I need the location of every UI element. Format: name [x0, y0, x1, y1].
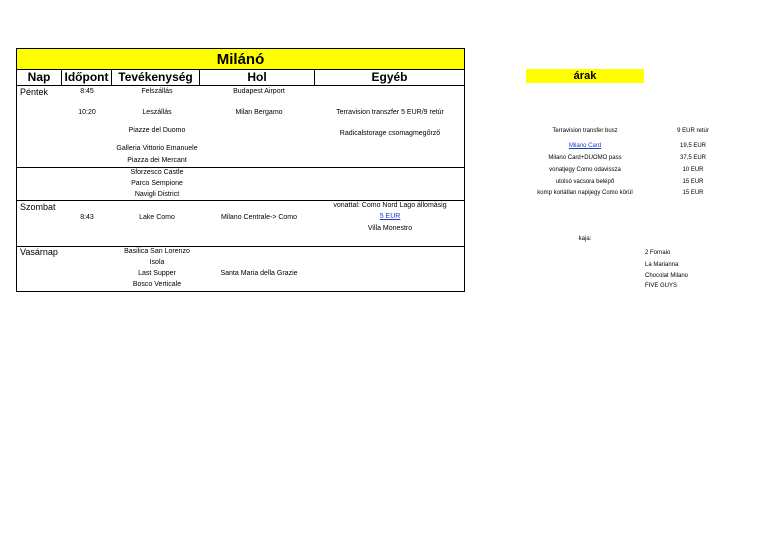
day-friday: Péntek [20, 87, 49, 97]
saturday-block [17, 201, 464, 247]
price-value: 10 EUR [682, 167, 704, 173]
activity-cell: Sforzesco Castle [130, 169, 184, 176]
header-idopont: Időpont [62, 70, 112, 85]
day-saturday: Szombat [20, 202, 56, 212]
food-item: FIVE GUYS [645, 283, 678, 289]
other-cell: vonattal: Como Nord Lago állomásig [333, 202, 447, 209]
header-row [17, 70, 464, 86]
activity-cell: Last Supper [138, 270, 176, 277]
other-cell: Radicalstorage csomagmegőrző [339, 130, 441, 137]
food-item: Chocolat Milano [645, 273, 689, 279]
header-nap: Nap [17, 70, 62, 85]
price-label: Milano Card+DUOMO pass [548, 155, 622, 161]
price-value: 15 EUR [682, 179, 704, 185]
time-cell: 8:43 [80, 214, 94, 221]
activity-cell: Piazze del Duomo [128, 127, 186, 134]
food-item: La Marianna [645, 262, 679, 268]
prices-header: árak [526, 69, 644, 83]
price-link[interactable]: 5 EUR [379, 213, 401, 220]
other-cell: Terravision transzfer 5 EUR/9 retúr [336, 109, 444, 116]
activity-cell: Navigli District [134, 191, 180, 198]
other-cell: Villa Monestro [367, 225, 413, 232]
price-label: komp korlátlan napijegy Como körül [537, 190, 633, 196]
activity-cell: Felszállás [141, 88, 173, 95]
place-cell: Budapest Airport [233, 88, 285, 95]
place-cell: Santa Maria della Grazie [220, 270, 298, 277]
price-value: 19,5 EUR [679, 143, 707, 149]
sunday-block [17, 247, 464, 291]
schedule-table [16, 48, 465, 292]
header-egyeb: Egyéb [371, 70, 408, 84]
header-tevekenyseg: Tevékenység [112, 70, 200, 85]
price-value: 15 EUR [682, 190, 704, 196]
activity-cell: Lake Como [139, 214, 175, 221]
food-item: 2 Fornaio [645, 250, 671, 256]
time-cell: 8:45 [80, 88, 94, 95]
activity-cell: Isola [149, 259, 165, 266]
activity-cell: Piazza dei Mercant [127, 157, 187, 164]
day-sunday: Vasárnap [20, 247, 58, 257]
price-value: 9 EUR retúr [677, 128, 709, 134]
price-value: 37,5 EUR [679, 155, 707, 161]
place-cell: Milano Centrale-> Como [220, 214, 298, 221]
time-cell: 10:20 [78, 109, 96, 116]
price-label: vonatjegy Como odavissza [549, 167, 621, 173]
activity-cell: Galleria Vittorio Emanuele [116, 145, 198, 152]
activity-cell: Basilica San Lorenzo [124, 248, 190, 255]
price-label: Terravision transfer busz [552, 128, 618, 134]
friday-block [17, 86, 464, 168]
activity-cell: Parco Sempione [131, 180, 183, 187]
header-hol: Hol [200, 70, 315, 85]
food-label: kaja: [578, 236, 592, 242]
activity-cell: Bosco Verticale [132, 281, 182, 288]
activity-cell: Leszállás [142, 109, 172, 116]
milano-card-link[interactable]: Milano Card [568, 143, 602, 149]
price-label: utolsó vacsora belépő [555, 179, 615, 185]
friday-evening-block [17, 168, 464, 201]
table-title: Milánó [17, 49, 464, 70]
place-cell: Milan Bergamo [235, 109, 283, 116]
